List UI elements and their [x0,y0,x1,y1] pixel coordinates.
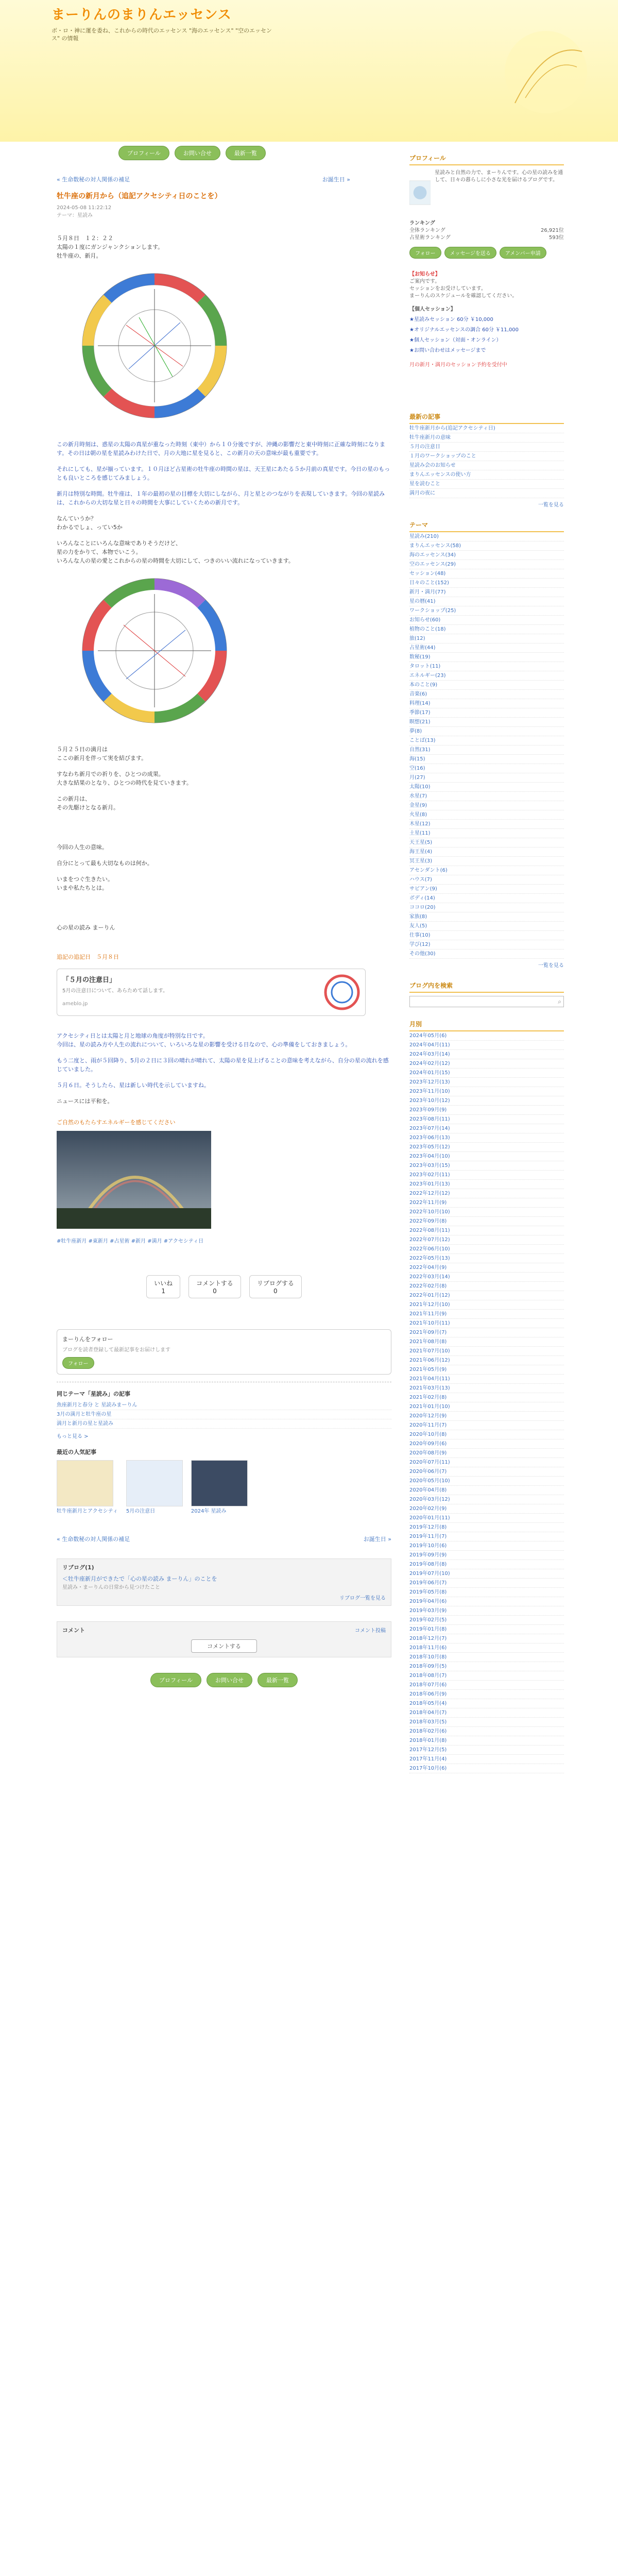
archive-item[interactable]: 2019年09月(9) [409,1551,564,1560]
post-paragraph: ５月６日。そうしたら、星は新しい時代を示していますね。 [57,1082,210,1089]
site-header [0,0,618,142]
theme-item[interactable]: 空(16) [409,764,564,773]
post-intro [57,234,391,260]
reblog-box [57,1558,391,1606]
popular-item[interactable] [191,1460,248,1514]
archive-item[interactable]: 2020年03月(12) [409,1495,564,1504]
comment-submit-button[interactable]: コメントする [191,1639,257,1653]
archive-item[interactable]: 2023年01月(13) [409,1180,564,1189]
post-paragraph: なんていうか？ わかるでしょ、ってい5か [57,515,123,531]
theme-item[interactable]: 星の暦(41) [409,597,564,606]
rank-row [409,227,564,234]
theme-item[interactable]: ボディ(14) [409,894,564,903]
archive-item[interactable]: 2023年06月(13) [409,1133,564,1143]
theme-item[interactable]: セッション(48) [409,569,564,579]
archive-item[interactable]: 2023年08月(11) [409,1115,564,1124]
reblog-sub: 星読み・まーりんの日常から見つけたこと [62,1585,160,1590]
archive-item[interactable]: 2017年10月(6) [409,1764,564,1773]
theme-item[interactable]: 金星(9) [409,801,564,810]
like-label: いいね [154,1280,173,1287]
theme-item[interactable]: ココロ(20) [409,903,564,912]
embed-title: 「５月の注意日」 [62,976,116,984]
archive-item[interactable]: 2023年07月(14) [409,1124,564,1133]
theme-item[interactable]: 天王星(5) [409,838,564,848]
image-caption: ご自然のもたらすエネルギーを感じてください [57,1119,176,1126]
archive-item[interactable]: 2021年06月(12) [409,1356,564,1365]
post-date: 2024-05-08 11:22:12 [57,205,112,211]
post-paragraph: もう二度と、雨が５回降り、5月の２日に３回の晴れが晴れて、太陽の星を見上げることの意味を考えながら、自分の星の流れを感じていました。 [57,1057,389,1073]
archive-item[interactable]: 2018年06月(9) [409,1690,564,1699]
theme-item[interactable]: 数秘(19) [409,653,564,662]
archive-item[interactable]: 2023年04月(10) [409,1152,564,1161]
popular-item-title: 5月の注意日 [126,1509,156,1514]
archive-item[interactable]: 2022年06月(10) [409,1245,564,1254]
theme-item[interactable]: 木星(12) [409,820,564,829]
archive-list [409,1031,564,1773]
theme-item[interactable]: ことば(13) [409,736,564,745]
nav-contact[interactable]: お問い合せ [175,146,220,160]
rank-value: 26,921位 [541,228,564,233]
archive-item[interactable]: 2018年11月(6) [409,1643,564,1653]
archive-item[interactable]: 2022年03月(14) [409,1273,564,1282]
archive-item[interactable]: 2023年11月(10) [409,1087,564,1096]
reblog-count: 0 [273,1287,278,1295]
archive-item[interactable]: 2019年12月(8) [409,1523,564,1532]
post-paragraph: いろんなことにいろんな意味でありそうだけど、 星の力をかりて、本物でいこう。 いろんな人の星の愛とこれからの星の時間を大切にして、つきのいい流れになっていきます。 [57,540,294,564]
theme-item[interactable]: 海王星(4) [409,848,564,857]
archive-item[interactable]: 2018年07月(6) [409,1681,564,1690]
archive-item[interactable]: 2022年10月(10) [409,1208,564,1217]
theme-list [409,532,564,959]
archive-item[interactable]: 2018年09月(5) [409,1662,564,1671]
post-paragraph: ニュースには平和を。 [57,1098,113,1105]
session-item: ★星読みセッション 60分 ￥10,000 [409,317,493,323]
archive-item[interactable]: 2023年12月(13) [409,1078,564,1087]
rank-row [409,234,564,242]
horoscope-chart-1 [77,268,232,423]
post-hashtags[interactable]: #牡牛座新月 #東新月 #占星術 #新月 #満月 #アクセシティ日 [57,1239,204,1244]
archive-item[interactable]: 2021年08月(8) [409,1337,564,1347]
horoscope-chart-2 [77,573,232,728]
sidebar [409,144,564,1773]
notice-head: 【お知らせ】 [409,272,440,277]
theme-item[interactable]: 月(27) [409,773,564,783]
archive-item[interactable]: 2018年12月(7) [409,1634,564,1643]
post-paragraph: ５月２５日の満月は ここの新月を伴って実を結びます。 [57,746,147,761]
bottom-nav [57,1535,391,1543]
rainbow-photo[interactable] [57,1131,211,1229]
archive-item[interactable]: 2021年12月(10) [409,1300,564,1310]
archive-item[interactable]: 2021年10月(11) [409,1319,564,1328]
theme-item[interactable]: 海のエッセンス(34) [409,551,564,560]
post-title[interactable]: 牡牛座の新月から（追記アクセシティ日のことを） [57,192,222,200]
reblog-label: リブログする [256,1280,294,1287]
archive-item[interactable]: 2019年11月(7) [409,1532,564,1541]
post-paragraph: 新月は特別な時間。牡牛座は、１年の最初の星の目標を大切にしながら、月と星とのつながりを表現していきます。今回の星読みは、これからの大切な星と日々の時間を大事にしていくための新月です。 [57,490,385,506]
theme-item[interactable]: 学び(12) [409,940,564,950]
archive-item[interactable]: 2018年10月(8) [409,1653,564,1662]
reblog-more[interactable]: リブログ一覧を見る [339,1596,386,1601]
archive-item[interactable]: 2023年10月(12) [409,1096,564,1106]
archive-item[interactable]: 2020年12月(9) [409,1412,564,1421]
theme-item[interactable]: 星読み(210) [409,532,564,541]
post-signature: 心の星の読み まーりん [57,924,115,931]
archive-item[interactable]: 2019年05月(8) [409,1588,564,1597]
prev-post-link[interactable]: « 生命数秘の対人関係の補足 [57,176,130,183]
latest-item[interactable]: 星を読むこと [409,480,564,489]
archive-item[interactable]: 2018年01月(8) [409,1736,564,1745]
archive-item[interactable]: 2021年11月(9) [409,1310,564,1319]
archive-item[interactable]: 2024年05月(6) [409,1031,564,1041]
theme-more[interactable]: 一覧を見る [538,963,564,969]
comment-button[interactable] [188,1275,241,1298]
popular-head: 最近の人気記事 [57,1449,96,1455]
archive-item[interactable]: 2020年11月(7) [409,1421,564,1430]
theme-item[interactable]: お知らせ(60) [409,616,564,625]
nav-latest[interactable]: 最新一覧 [226,146,266,160]
theme-item[interactable]: 海(15) [409,755,564,764]
session-item: ★お問い合わせはメッセージまで [409,348,486,353]
breadcrumb [57,175,350,183]
archive-item[interactable]: 2018年08月(7) [409,1671,564,1681]
post-theme[interactable]: テーマ：星読み [57,213,93,218]
rank-value: 593位 [548,235,564,241]
notice-text: ご案内です。 セッションをお受けしています。 まーりんのスケジュールを確認してください。 [409,279,518,299]
site-title[interactable]: まーりんのまりんエッセンス [52,7,232,23]
latest-item[interactable]: 牡牛座新月の意味 [409,433,564,443]
comment-head: コメント [62,1627,85,1634]
search-input[interactable] [409,996,564,1007]
archive-item[interactable]: 2020年07月(11) [409,1458,564,1467]
popular-item[interactable] [126,1460,183,1514]
like-button[interactable] [146,1275,180,1298]
archive-item[interactable]: 2019年04月(6) [409,1597,564,1606]
archive-item[interactable]: 2022年08月(11) [409,1226,564,1235]
latest-head: 最新の記事 [409,410,564,424]
archive-head: 月別 [409,1018,564,1031]
list-item[interactable]: 3月の満月と牡牛座の星 [57,1410,391,1419]
archive-item[interactable]: 2019年01月(8) [409,1625,564,1634]
archive-item[interactable]: 2021年01月(10) [409,1402,564,1412]
search-head: ブログ内を検索 [409,979,564,993]
archive-item[interactable]: 2022年11月(9) [409,1198,564,1208]
theme-item[interactable]: 旅(12) [409,634,564,643]
sidebar-follow-button[interactable]: フォロー [409,247,441,259]
intro-line: ５月８日 １２：２２ [57,235,113,242]
archive-item[interactable]: 2022年01月(12) [409,1291,564,1300]
popular-item-title: 牡牛座新月とアクセシティ [57,1509,118,1514]
comment-count: 0 [213,1287,217,1295]
theme-item[interactable]: 仕事(10) [409,931,564,940]
follow-card [57,1329,391,1375]
embed-card[interactable] [57,969,366,1016]
archive-item[interactable]: 2024年04月(11) [409,1041,564,1050]
avatar[interactable] [409,170,431,216]
theme-item[interactable]: 夢(8) [409,727,564,736]
theme-item[interactable]: 太陽(10) [409,783,564,792]
theme-item[interactable]: アセンダント(6) [409,866,564,875]
footer-nav [57,1673,391,1687]
latest-item[interactable]: 星読み会のお知らせ [409,461,564,470]
theme-item[interactable]: 占星術(44) [409,643,564,653]
latest-item[interactable]: 満月の夜に [409,489,564,498]
follow-title: まーりんをフォロー [62,1336,113,1343]
latest-item[interactable]: １月のワークショップのこと [409,452,564,461]
popular-list [57,1460,391,1514]
theme-item[interactable]: その他(30) [409,950,564,959]
archive-item[interactable]: 2020年05月(10) [409,1477,564,1486]
embed-desc: 5月の注意日について、あらためて話します。 [62,988,168,994]
archive-item[interactable]: 2018年05月(4) [409,1699,564,1708]
reblog-text[interactable]: ＜牡牛座新月ができたで「心の星の読み まーりん」のことを [62,1575,217,1582]
archive-item[interactable]: 2019年10月(6) [409,1541,564,1551]
comment-link[interactable]: コメント投稿 [355,1628,386,1634]
post-paragraph: 自分にとって最も大切なものは何か。 [57,860,153,867]
archive-item[interactable]: 2020年10月(8) [409,1430,564,1439]
next-post-link-bottom[interactable]: お誕生日 » [363,1536,391,1543]
theme-item[interactable]: 冥王星(3) [409,857,564,866]
theme-item[interactable]: 本のこと(9) [409,681,564,690]
archive-item[interactable]: 2019年02月(5) [409,1616,564,1625]
theme-item[interactable]: 火星(8) [409,810,564,820]
archive-item[interactable]: 2020年09月(6) [409,1439,564,1449]
archive-item[interactable]: 2021年07月(10) [409,1347,564,1356]
follow-button[interactable]: フォロー [62,1357,94,1369]
follow-desc: ブログを読者登録して最新記事をお届けします [62,1347,170,1353]
next-post-link[interactable]: お誕生日 » [322,176,350,183]
theme-item[interactable]: まりんエッセンス(58) [409,541,564,551]
rank-label[interactable]: 全体ランキング [409,228,445,233]
amember-button[interactable]: アメンバー申請 [500,247,546,259]
profile-text: 星読みと自然の力で、まーりんです。心の星の読みを通して、日々の暮らしに小さな光を届けるブログです。 [435,170,563,183]
archive-item[interactable]: 2021年02月(8) [409,1393,564,1402]
theme-item[interactable]: 家族(8) [409,912,564,922]
theme-item[interactable]: 料理(14) [409,699,564,708]
theme-item[interactable]: 日々のこと(152) [409,579,564,588]
same-theme-list [57,1401,391,1429]
archive-item[interactable]: 2018年03月(5) [409,1718,564,1727]
footer-nav-latest[interactable]: 最新一覧 [258,1673,298,1687]
popular-item-title: 2024年 星読み [191,1509,227,1514]
session-list [409,316,564,354]
archive-item[interactable]: 2024年03月(14) [409,1050,564,1059]
archive-item[interactable]: 2019年08月(8) [409,1560,564,1569]
profile-head: プロフィール [409,151,564,165]
post-paragraph: この新月時刻は、惑星の太陽の真星が重なった時刻（東中）から１０分後ですが、沖縄の影響だと東中時刻に正確な時刻になります。その日は朝の星を星読みわけた日で、月の大地に星を見ると、この新月の天の意味が最も重要です。 [57,441,385,456]
nav-profile[interactable]: プロフィール [118,146,169,160]
ranking-head: ランキング [409,221,435,226]
post-paragraph: アクセシティ日とは太陽と月と地球の角度が特別な日です。 今回は、星の読み方や人生の流れについて、いろいろな星の影響を受ける日なので、心の準備をしておきましょう。 [57,1032,351,1048]
post-paragraph: この新月は、 その先駆けとなる新月。 [57,795,119,811]
intro-line: 太陽の１度にガンジャンクションします。 [57,244,164,250]
archive-item[interactable]: 2021年05月(9) [409,1365,564,1375]
theme-item[interactable]: 音楽(6) [409,690,564,699]
archive-item[interactable]: 2018年02月(6) [409,1727,564,1736]
article [57,191,391,1687]
theme-item[interactable]: 自然(31) [409,745,564,755]
archive-item[interactable]: 2022年12月(12) [409,1189,564,1198]
theme-item[interactable]: 植物のこと(18) [409,625,564,634]
archive-item[interactable]: 2019年07月(10) [409,1569,564,1579]
archive-item[interactable]: 2022年02月(8) [409,1282,564,1291]
popular-item[interactable] [57,1460,118,1514]
archive-item[interactable]: 2017年12月(5) [409,1745,564,1755]
theme-item[interactable]: 空のエッセンス(29) [409,560,564,569]
prev-post-link-bottom[interactable]: « 生命数秘の対人関係の補足 [57,1536,130,1543]
theme-item[interactable]: 土星(11) [409,829,564,838]
list-item[interactable]: 満月と新月の星と星読み [57,1419,391,1429]
embed-site: ameblo.jp [62,1001,88,1007]
archive-item[interactable]: 2020年06月(7) [409,1467,564,1477]
archive-item[interactable]: 2023年03月(15) [409,1161,564,1171]
archive-item[interactable]: 2017年11月(4) [409,1755,564,1764]
archive-item[interactable]: 2019年06月(7) [409,1579,564,1588]
theme-item[interactable]: ワークショップ(25) [409,606,564,616]
archive-item[interactable]: 2021年09月(7) [409,1328,564,1337]
archive-item[interactable]: 2022年05月(13) [409,1254,564,1263]
reblog-button[interactable] [249,1275,302,1298]
archive-item[interactable]: 2020年02月(9) [409,1504,564,1514]
contact-note[interactable]: 月の新月・満月のセッション予約を受付中 [409,362,507,368]
postscript-head: 追記の追記日 ５月８日 [57,954,119,960]
profile [409,170,564,216]
same-theme-more[interactable]: もっと見る > [57,1434,89,1439]
comment-box [57,1621,391,1657]
footer-nav-profile[interactable]: プロフィール [150,1673,201,1687]
session-item: ★個人セッション（対面・オンライン） [409,337,502,343]
session-item: ★オリジナルエッセンスの調合 60分 ￥11,000 [409,327,519,333]
list-item[interactable]: 魚座新月と春分 と 星読みまーりん [57,1401,391,1410]
archive-item[interactable]: 2024年01月(15) [409,1069,564,1078]
embed-thumbnail-icon [324,974,360,1010]
archive-item[interactable]: 2018年04月(7) [409,1708,564,1718]
theme-item[interactable]: タロット(11) [409,662,564,671]
theme-item[interactable]: 新月・満月(77) [409,588,564,597]
archive-item[interactable]: 2021年04月(11) [409,1375,564,1384]
message-button[interactable]: メッセージを送る [444,247,496,259]
reaction-bar [57,1275,391,1298]
archive-item[interactable]: 2023年02月(11) [409,1171,564,1180]
theme-item[interactable]: エネルギー(23) [409,671,564,681]
theme-item[interactable]: サビアン(9) [409,885,564,894]
theme-item[interactable]: 瞑想(21) [409,718,564,727]
intro-line: 牡牛座の、新月。 [57,252,102,259]
latest-item[interactable]: まりんエッセンスの使い方 [409,470,564,480]
site-description: ボ・ロ・神に運を委ね、これからの時代のエッセンス "海のエッセンス" "空のエッセンス" の情報 [52,27,272,42]
archive-item[interactable]: 2023年05月(12) [409,1143,564,1152]
theme-item[interactable]: 友人(5) [409,922,564,931]
post-paragraph: すなわち新月での祈りを、ひとつの成果。 大きな結果のとなり、ひとつの時代を見ていきます。 [57,771,192,786]
latest-list [409,424,564,498]
latest-more[interactable]: 一覧を見る [538,502,564,508]
post-paragraph: それにしても、星が揃っています。１０月ほど占星術の牡牛座の時間の星は、天王星にあたる５か月前の真星です。今日の星のもっとも良いところを感じてみましょう。 [57,466,390,481]
post-paragraph: 今回の人生の意味。 [57,844,108,851]
archive-item[interactable]: 2020年04月(8) [409,1486,564,1495]
theme-item[interactable]: 水星(7) [409,792,564,801]
latest-item[interactable]: 牡牛座新月から(追記アクセシティ日) [409,424,564,433]
archive-item[interactable]: 2021年03月(13) [409,1384,564,1393]
archive-item[interactable]: 2022年07月(12) [409,1235,564,1245]
archive-item[interactable]: 2022年09月(8) [409,1217,564,1226]
archive-item[interactable]: 2020年01月(11) [409,1514,564,1523]
comment-label: コメントする [196,1280,233,1287]
theme-item[interactable]: ハウス(7) [409,875,564,885]
like-count: 1 [161,1287,165,1295]
archive-item[interactable]: 2019年03月(9) [409,1606,564,1616]
theme-head: テーマ [409,518,564,532]
header-nav [118,146,266,160]
profile-buttons [409,247,564,259]
rank-label[interactable]: 占星術ランキング [409,235,451,241]
same-theme-head: 同じテーマ「星読み」の記事 [57,1391,130,1397]
theme-item[interactable]: 季節(17) [409,708,564,718]
leaf-decoration-icon [494,21,597,124]
archive-item[interactable]: 2020年08月(9) [409,1449,564,1458]
archive-item[interactable]: 2024年02月(12) [409,1059,564,1069]
archive-item[interactable]: 2022年04月(9) [409,1263,564,1273]
post-paragraph: いまをつぐ生きたい。 いまや私たちとは。 [57,876,113,891]
latest-item[interactable]: ５月の注意日 [409,443,564,452]
search-icon[interactable]: ⌕ [558,997,561,1005]
footer-nav-contact[interactable]: お問い合せ [207,1673,252,1687]
reblog-head: リブログ(1) [62,1564,94,1571]
archive-item[interactable]: 2023年09月(9) [409,1106,564,1115]
session-head: 【個人セッション】 [409,307,456,312]
